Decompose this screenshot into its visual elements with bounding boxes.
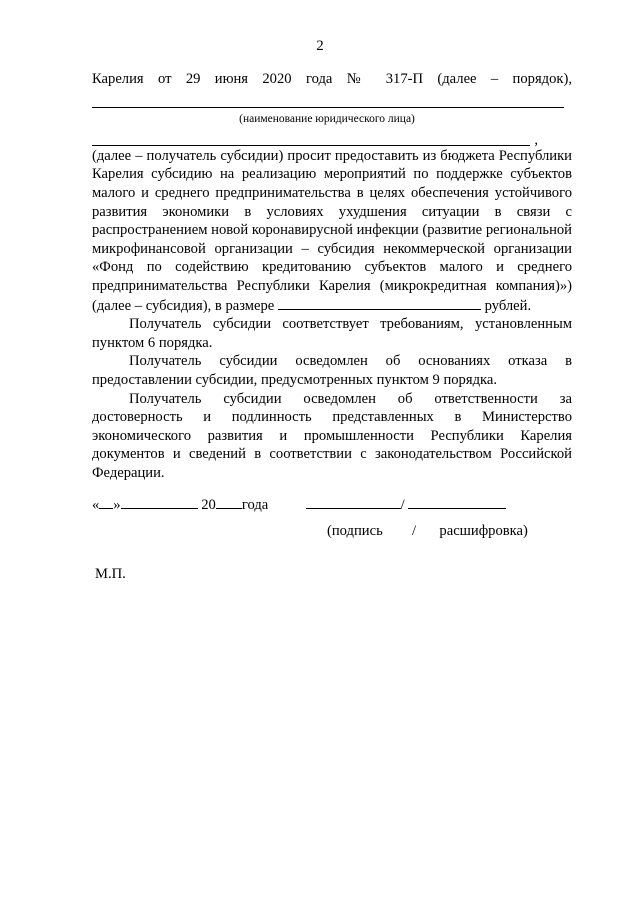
signature-slash: / bbox=[400, 497, 405, 513]
month-field[interactable] bbox=[121, 496, 198, 509]
comma: , bbox=[534, 132, 538, 149]
intro-line: Карелия от 29 июня 2020 года № 317-П (далее – порядок), bbox=[92, 71, 572, 87]
caption-slash: / bbox=[412, 523, 417, 539]
paragraph-requirements: Получатель субсидии соответствует требованиям, установленным пунктом 6 порядка. bbox=[92, 316, 572, 351]
amount-unit: рублей. bbox=[484, 297, 532, 314]
main-paragraph-text: (далее – получатель субсидии) просит предоставить из бюджета Республики Карелия субсидию на реализацию мероприятий по поддержке субъектов малого и среднего предпринимательства в целях обеспечения устойчивого развития экономики в условиях ухудшения ситуации в связи с распространением новой коронавирусной инфекции (развитие региональной микрофинансовой организации – субсидия некоммерческой организации «Фонд по содействию кредитованию субъектов малого и среднего предпринимательства Республики Карелия (микрокредитная компания)») (далее – субсидия), в размере bbox=[92, 147, 572, 314]
application-body bbox=[92, 70, 572, 482]
day-field[interactable] bbox=[99, 496, 113, 509]
year-field[interactable] bbox=[216, 496, 242, 509]
date-close-quote: » bbox=[113, 497, 121, 513]
signature-field[interactable] bbox=[306, 496, 401, 509]
legal-entity-name-line-2-row bbox=[92, 128, 572, 147]
legal-entity-caption: (наименование юридического лица) bbox=[239, 113, 415, 126]
signature-row bbox=[92, 496, 612, 514]
caption-decode: расшифровка) bbox=[439, 523, 528, 539]
legal-entity-name-line-2[interactable] bbox=[92, 128, 530, 146]
legal-entity-name-line[interactable] bbox=[92, 89, 564, 109]
main-paragraph bbox=[92, 147, 572, 315]
year-suffix: года bbox=[241, 497, 269, 513]
subsidy-amount-field[interactable] bbox=[278, 296, 481, 310]
paragraph-refusal-grounds: Получатель субсидии осведомлен об основаниях отказа в предоставлении субсидии, предусмотренных пунктом 9 порядка. bbox=[92, 353, 572, 388]
stamp-label: М.П. bbox=[95, 566, 126, 582]
page-number: 2 bbox=[316, 38, 324, 54]
signature-caption bbox=[327, 523, 528, 540]
signature-decode-field[interactable] bbox=[408, 496, 506, 509]
date-open-quote: « bbox=[92, 497, 100, 513]
paragraph-responsibility: Получатель субсидии осведомлен об ответственности за достоверность и подлинность представленных в Министерство экономического развития и промышленности Республики Карелия документов и сведений в соответствии с законодательством Российской Федерации. bbox=[92, 390, 572, 481]
year-prefix: 20 bbox=[201, 497, 216, 513]
caption-sign: (подпись bbox=[327, 523, 383, 539]
